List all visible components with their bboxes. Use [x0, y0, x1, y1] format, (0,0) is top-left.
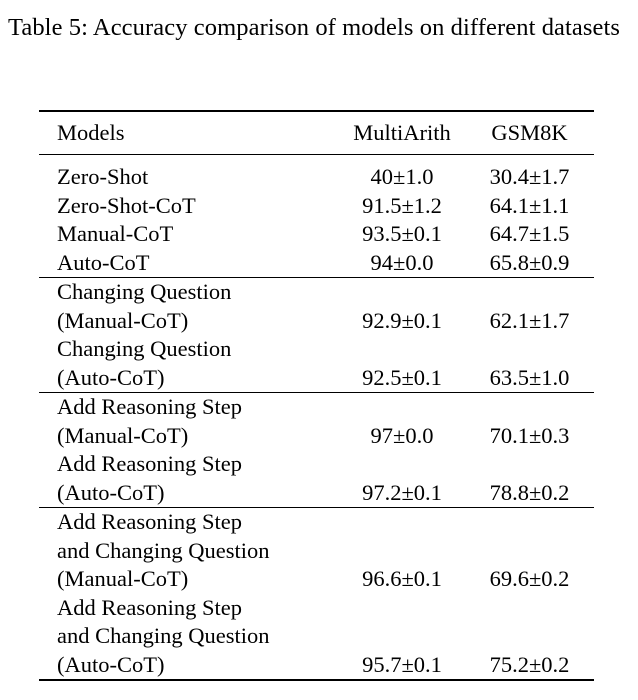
- multiarith-value: 91.5±1.2: [362, 192, 442, 218]
- header-models: Models: [57, 120, 125, 145]
- multiarith-value: 92.5±0.1: [362, 364, 442, 390]
- gsm8k-value: 70.1±0.3: [489, 422, 570, 448]
- model-name-line: (Auto-CoT): [57, 364, 165, 390]
- header-gsm8k: GSM8K: [491, 120, 568, 145]
- header-row: [39, 112, 594, 154]
- table-row: [39, 278, 594, 335]
- model-name: [39, 508, 337, 594]
- model-name-line: Add Reasoning Step: [57, 594, 242, 620]
- gsm8k-value: 62.1±1.7: [489, 307, 570, 333]
- model-name-line: Add Reasoning Step: [57, 509, 242, 534]
- multiarith-value: 92.9±0.1: [362, 307, 442, 333]
- multiarith-value: 94±0.0: [370, 249, 434, 275]
- gsm8k-value: 75.2±0.2: [489, 651, 570, 677]
- model-name-line: Zero-Shot-CoT: [57, 192, 196, 218]
- model-name-line: Changing Question: [57, 336, 232, 361]
- model-name-line: Manual-CoT: [57, 221, 174, 246]
- table-row: [39, 249, 594, 278]
- bottom-rule: [39, 679, 594, 681]
- gsm8k-value: 64.1±1.1: [489, 192, 570, 218]
- model-name: [39, 163, 337, 192]
- table-row: [39, 393, 594, 450]
- model-name-line: Add Reasoning Step: [57, 451, 242, 476]
- model-name: [39, 594, 337, 680]
- row-group: [39, 508, 594, 679]
- model-name-line: (Auto-CoT): [57, 479, 165, 505]
- model-name-line: (Manual-CoT): [57, 422, 189, 448]
- table-row: [39, 163, 594, 192]
- model-name: [39, 220, 337, 249]
- row-group: [39, 155, 594, 277]
- model-name-line: (Manual-CoT): [57, 566, 189, 591]
- multiarith-value: 97±0.0: [370, 422, 434, 448]
- table-row: [39, 335, 594, 392]
- multiarith-value: 96.6±0.1: [362, 566, 442, 591]
- model-name-line: (Auto-CoT): [57, 651, 165, 677]
- table-row: [39, 594, 594, 680]
- row-group: [39, 278, 594, 392]
- table-row: [39, 192, 594, 221]
- model-name: [39, 249, 337, 278]
- model-name-line: Zero-Shot: [57, 164, 149, 189]
- table-row: [39, 508, 594, 594]
- gsm8k-value: 65.8±0.9: [489, 249, 570, 275]
- table-row: [39, 450, 594, 507]
- gsm8k-value: 78.8±0.2: [489, 479, 570, 505]
- multiarith-value: 40±1.0: [370, 164, 434, 189]
- model-name: [39, 393, 337, 450]
- model-name: [39, 278, 337, 335]
- gsm8k-value: 64.7±1.5: [489, 221, 570, 246]
- table-row: [39, 220, 594, 249]
- row-group: [39, 393, 594, 507]
- model-name-line: Add Reasoning Step: [57, 394, 242, 419]
- model-name-line: and Changing Question: [57, 623, 270, 648]
- gsm8k-value: 69.6±0.2: [489, 566, 570, 591]
- gsm8k-value: 30.4±1.7: [489, 164, 570, 189]
- multiarith-value: 93.5±0.1: [362, 221, 442, 246]
- table-caption: Table 5: Accuracy comparison of models on different datasets: [8, 14, 621, 41]
- model-name: [39, 192, 337, 221]
- model-name: [39, 450, 337, 507]
- gsm8k-value: 63.5±1.0: [489, 364, 570, 390]
- model-name: [39, 335, 337, 392]
- model-name-line: Changing Question: [57, 279, 232, 304]
- multiarith-value: 97.2±0.1: [362, 479, 442, 505]
- results-table: [39, 110, 594, 681]
- table-body: [39, 155, 594, 679]
- model-name-line: (Manual-CoT): [57, 307, 189, 333]
- header-multiarith: MultiArith: [353, 120, 451, 145]
- model-name-line: and Changing Question: [57, 537, 270, 563]
- multiarith-value: 95.7±0.1: [362, 651, 442, 677]
- model-name-line: Auto-CoT: [57, 249, 150, 275]
